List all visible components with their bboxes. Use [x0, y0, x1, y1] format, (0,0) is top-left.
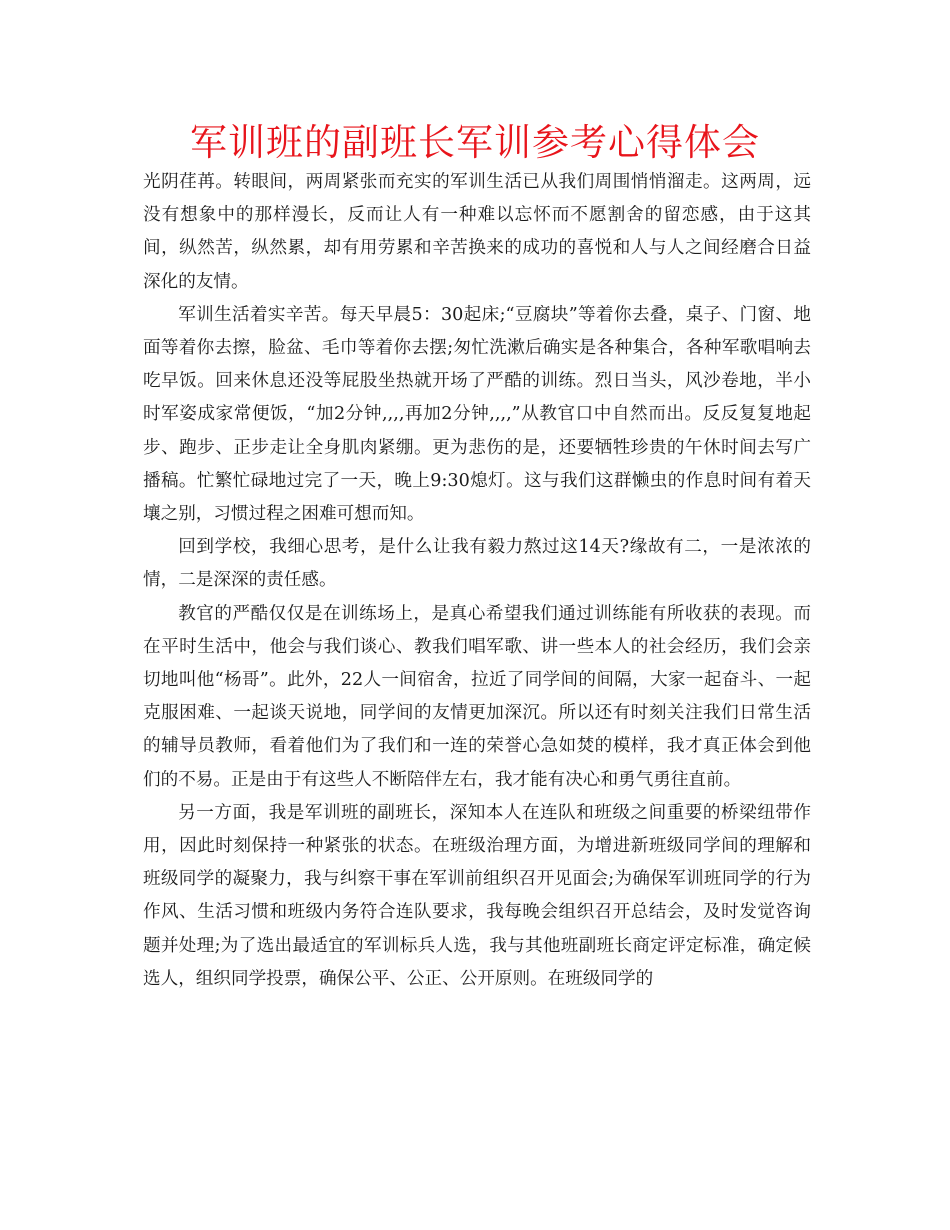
paragraph-3: 回到学校，我细心思考，是什么让我有毅力熬过这14天?缘故有二，一是浓浓的情，二是深深的责任感。 [143, 537, 811, 591]
paragraph-5: 另一方面，我是军训班的副班长，深知本人在连队和班级之间重要的桥梁纽带作用，因此时刻保持一种紧张的状态。在班级治理方面，为增进新班级同学间的理解和班级同学的凝聚力，我与纠察干事在军训前组织召开见面会;为确保军训班同学的行为作风、生活习惯和班级内务符合连队要求，我每晚会组织召开总结会，及时发觉咨询题并处理;为了选出最适宜的军训标兵人选，我与其他班副班长商定评定标准，确定候选人，组织同学投票，确保公平、公正、公开原则。在班级同学的 [143, 802, 811, 989]
document-body [143, 166, 811, 996]
paragraph-1: 光阴荏苒。转眼间，两周紧张而充实的军训生活已从我们周围悄悄溜走。这两周，远没有想象中的那样漫长，反而让人有一种难以忘怀而不愿割舍的留恋感，由于这其间，纵然苦，纵然累，却有用劳累和辛苦换来的成功的喜悦和人与人之间经磨合日益深化的友情。 [143, 172, 811, 292]
paragraph-2: 军训生活着实辛苦。每天早晨5：30起床;“豆腐块”等着你去叠，桌子、门窗、地面等着你去擦，脸盆、毛巾等着你去摆;匆忙洗漱后确实是各种集合，各种军歌唱响去吃早饭。回来休息还没等屁股坐热就开场了严酷的训练。烈日当头，风沙卷地，半小时军姿成家常便饭，“加2分钟,,,,再加2分钟,,,,”从教官口中自然而出。反反复复地起步、跑步、正步走让全身肌肉紧绷。更为悲伤的是，还要牺牲珍贵的午休时间去写广播稿。忙繁忙碌地过完了一天，晚上9:30熄灯。这与我们这群懒虫的作息时间有着天壤之别，习惯过程之困难可想而知。 [143, 304, 811, 525]
document-title: 军训班的副班长军训参考心得体会 [190, 121, 760, 164]
paragraph-4: 教官的严酷仅仅是在训练场上，是真心希望我们通过训练能有所收获的表现。而在平时生活中，他会与我们谈心、教我们唱军歌、讲一些本人的社会经历，我们会亲切地叫他“杨哥”。此外，22人一间宿舍，拉近了同学间的间隔，大家一起奋斗、一起克服困难、一起谈天说地，同学间的友情更加深沉。所以还有时刻关注我们日常生活的辅导员教师，看着他们为了我们和一连的荣誉心急如焚的模样，我才真正体会到他们的不易。正是由于有这些人不断陪伴左右，我才能有决心和勇气勇往直前。 [143, 603, 811, 790]
